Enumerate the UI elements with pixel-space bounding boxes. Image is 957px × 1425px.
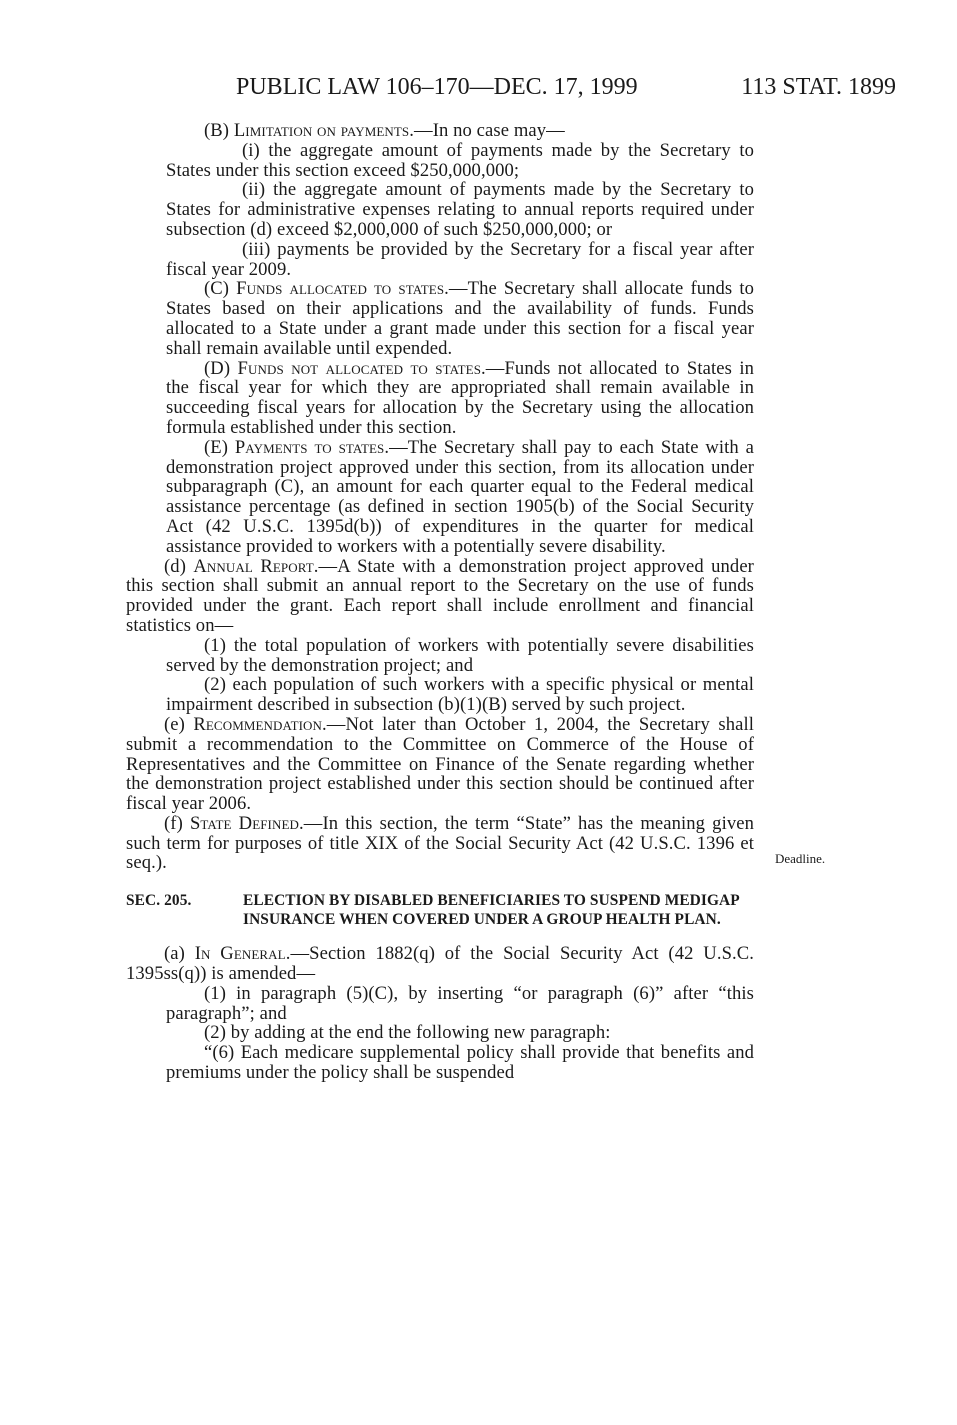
document-body <box>126 121 754 1083</box>
subsection-a-heading: In General <box>194 943 286 965</box>
clause-ii: (ii) the aggregate amount of payments made by the Secretary to States for administrative expenses relating to annual reports required under subsection (d) exceed $2,000,000 of such $250,000,000; or <box>166 179 754 240</box>
subparagraph-e: (E) Payments to states.—The Secretary shall pay to each State with a demonstration project approved under this section, from its allocation under subparagraph (C), an amount for each quarter equal to the Federal medical assistance percentage (as defined in section 1905(b) of the Social Security Act (42 U.S.C. 1395d(b)) of expenditures in the quarter for medical assistance provided to workers with a potentially severe disability. <box>166 436 754 557</box>
subparagraph-b: (B) Limitation on payments.—In no case may— <box>204 120 565 141</box>
statute-page-number: 113 STAT. 1899 <box>741 74 896 100</box>
section-205-heading <box>126 891 754 929</box>
subparagraph-d-heading: Funds not allocated to states <box>237 357 482 379</box>
subparagraph-c-heading: Funds allocated to states <box>236 278 445 300</box>
subsection-e: (e) Recommendation.—Not later than October 1, 2004, the Secretary shall submit a recommendation to the Committee on Commerce of the House of Representatives and the Committee on Finance of the Senate regarding whether the demonstration project established under this section should be continued after fiscal year 2006. <box>126 713 754 815</box>
subsection-d-paragraph-2: (2) each population of such workers with a specific physical or mental impairment described in subsection (b)(1)(B) served by such project. <box>166 674 754 716</box>
subsection-d: (d) Annual Report.—A State with a demonstration project approved under this section shall submit an annual report to the Secretary on the use of funds provided under the grant. Each report shall include enrollment and financial statistics on— <box>126 555 754 636</box>
public-law-citation: PUBLIC LAW 106–170—DEC. 17, 1999 <box>236 74 638 100</box>
subsection-f-heading: State Defined <box>189 812 300 834</box>
subsection-e-heading: Recommendation <box>193 713 323 735</box>
subparagraph-e-heading: Payments to states <box>234 436 385 458</box>
section-number: SEC. 205. <box>126 892 192 910</box>
subsection-d-paragraph-1: (1) the total population of workers with potentially severe disabilities served by the demonstration project; and <box>166 634 754 676</box>
clause-iii: (iii) payments be provided by the Secretary for a fiscal year after fiscal year 2009. <box>166 238 754 280</box>
subsection-a-paragraph-2: (2) by adding at the end the following new paragraph: <box>204 1022 611 1044</box>
subparagraph-d: (D) Funds not allocated to states.—Funds not allocated to States in the fiscal year for which they are appropriated shall remain available in succeeding fiscal years for allocation by the Secretary using the allocation formula established under this section. <box>166 357 754 438</box>
subsection-d-heading: Annual Report <box>193 555 314 577</box>
subsection-a: (a) In General.—Section 1882(q) of the Social Security Act (42 U.S.C. 1395ss(q)) is amended— <box>126 943 755 985</box>
quoted-paragraph-6: “(6) Each medicare supplemental policy shall provide that benefits and premiums under the policy shall be suspended <box>166 1042 754 1084</box>
subsection-f: (f) State Defined.—In this section, the term “State” has the meaning given such term for purposes of title XIX of the Social Security Act (42 U.S.C. 1396 et seq.). <box>126 812 754 874</box>
subparagraph-c: (C) Funds allocated to states.—The Secretary shall allocate funds to States based on their applications and the availability of funds. Funds allocated to a State under a grant made under this section for a fiscal year shall remain available until expended. <box>166 278 754 359</box>
subparagraph-b-heading: Limitation on payments <box>233 120 410 141</box>
page-header <box>236 72 896 102</box>
section-title: ELECTION BY DISABLED BENEFICIARIES TO SUSPEND MEDIGAP INSURANCE WHEN COVERED UNDER A GROUP HEALTH PLAN. <box>243 892 739 929</box>
clause-i: (i) the aggregate amount of payments made by the Secretary to States under this section exceed $250,000,000; <box>166 139 754 181</box>
margin-note-deadline: Deadline. <box>775 851 826 866</box>
subsection-a-paragraph-1: (1) in paragraph (5)(C), by inserting “or paragraph (6)” after “this paragraph”; and <box>166 982 754 1024</box>
